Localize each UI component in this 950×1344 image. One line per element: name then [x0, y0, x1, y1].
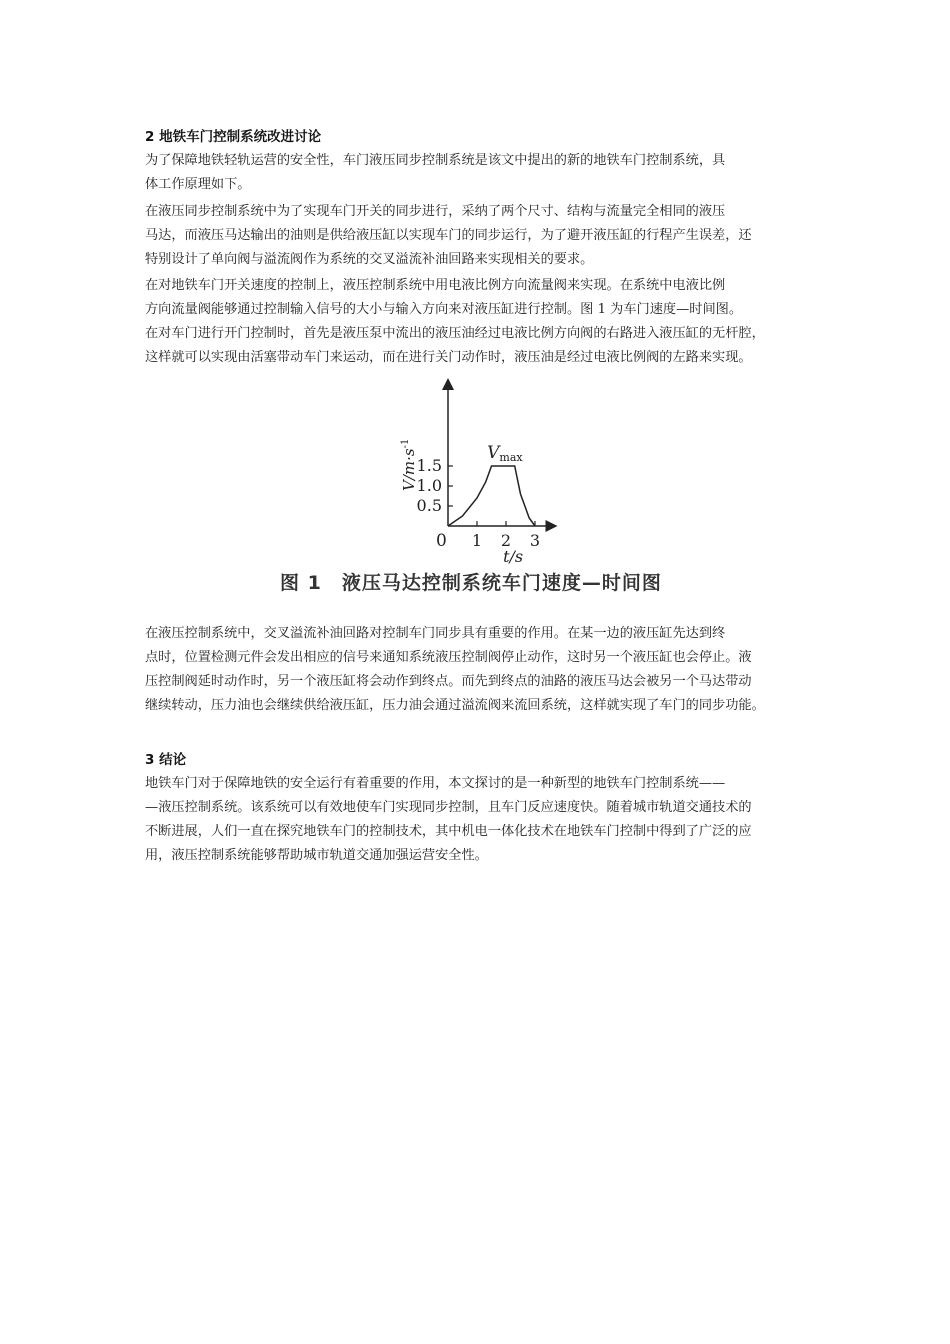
vmax-main: V	[487, 443, 500, 463]
text-line: 这样就可以实现由活塞带动车门来运动，而在进行关门动作时，液压油是经过电液比例阀的左路来实现。	[145, 350, 752, 365]
text-line: 压控制阀延时动作时，另一个液压缸将会动作到终点。而先到终点的油路的液压马达会被另一个马达带动	[145, 674, 752, 689]
origin-label: 0	[436, 531, 447, 551]
section-2-paragraph-2	[145, 200, 810, 272]
section-2-paragraph-3	[145, 274, 810, 370]
text-line: 在对车门进行开门控制时，首先是液压泵中流出的液压油经过电液比例方向阀的右路进入液压缸的无杆腔，	[145, 326, 765, 341]
y-axis-label-main: V/m·s	[400, 448, 418, 491]
text-line: 在液压控制系统中，交叉溢流补油回路对控制车门同步具有重要的作用。在某一边的液压缸先达到终	[145, 626, 726, 641]
figure-1	[280, 378, 700, 598]
figure-discussion-paragraph	[145, 622, 810, 718]
velocity-series-line	[448, 466, 535, 526]
y-axis-label-sup: -1	[400, 438, 411, 449]
velocity-time-chart	[280, 378, 700, 568]
text-line: 为了保障地铁轻轨运营的安全性，车门液压同步控制系统是该文中提出的新的地铁车门控制系统，具	[145, 153, 726, 168]
text-line: —液压控制系统。该系统可以有效地使车门实现同步控制，且车门反应速度快。随着城市轨道交通技术的	[145, 800, 752, 815]
text-line: 点时，位置检测元件会发出相应的信号来通知系统液压控制阀停止动作，这时另一个液压缸也会停止。液	[145, 650, 752, 665]
figure-1-caption	[280, 568, 700, 595]
x-axis-label: t/s	[503, 547, 524, 566]
y-tick-label: 1.5	[416, 456, 442, 475]
section-3-paragraph	[145, 772, 810, 868]
text-line: 不断进展，人们一直在探究地铁车门的控制技术，其中机电一体化技术在地铁车门控制中得到了广泛的应	[145, 824, 752, 839]
text-line: 马达，而液压马达输出的油则是供给液压缸以实现车门的同步运行，为了避开液压缸的行程产生误差，还	[145, 228, 752, 243]
section-2-paragraph-1	[145, 149, 810, 197]
text-line: 体工作原理如下。	[145, 177, 251, 192]
vmax-annotation	[487, 443, 523, 464]
x-tick-label: 2	[500, 531, 512, 550]
text-line: 方向流量阀能够通过控制输入信号的大小与输入方向来对液压缸进行控制。图 1 为车门速度—时间图。	[145, 302, 743, 317]
section-3-heading: 3 结论	[145, 752, 187, 768]
text-line: 在对地铁车门开关速度的控制上，液压控制系统中用电液比例方向流量阀来实现。在系统中电液比例	[145, 278, 726, 293]
x-tick-label: 3	[529, 531, 541, 550]
text-line: 继续转动，压力油也会继续供给液压缸，压力油会通过溢流阀来流回系统，这样就实现了车门的同步功能。	[145, 698, 765, 713]
figure-caption-number: 图 1	[280, 572, 322, 594]
y-tick-label: 0.5	[416, 496, 442, 515]
figure-caption-text: 液压马达控制系统车门速度—时间图	[341, 572, 662, 594]
vmax-subscript: max	[499, 451, 523, 464]
section-2-heading: 2 地铁车门控制系统改进讨论	[145, 129, 322, 145]
text-line: 用，液压控制系统能够帮助城市轨道交通加强运营安全性。	[145, 848, 488, 863]
y-tick-label: 1.0	[416, 476, 442, 495]
text-line: 在液压同步控制系统中为了实现车门开关的同步进行，采纳了两个尺寸、结构与流量完全相同的液压	[145, 204, 726, 219]
y-axis-label	[400, 439, 418, 491]
text-line: 特别设计了单向阀与溢流阀作为系统的交叉溢流补油回路来实现相关的要求。	[145, 252, 594, 267]
text-line: 地铁车门对于保障地铁的安全运行有着重要的作用，本文探讨的是一种新型的地铁车门控制系统——	[145, 776, 726, 791]
x-tick-label: 1	[471, 531, 483, 550]
